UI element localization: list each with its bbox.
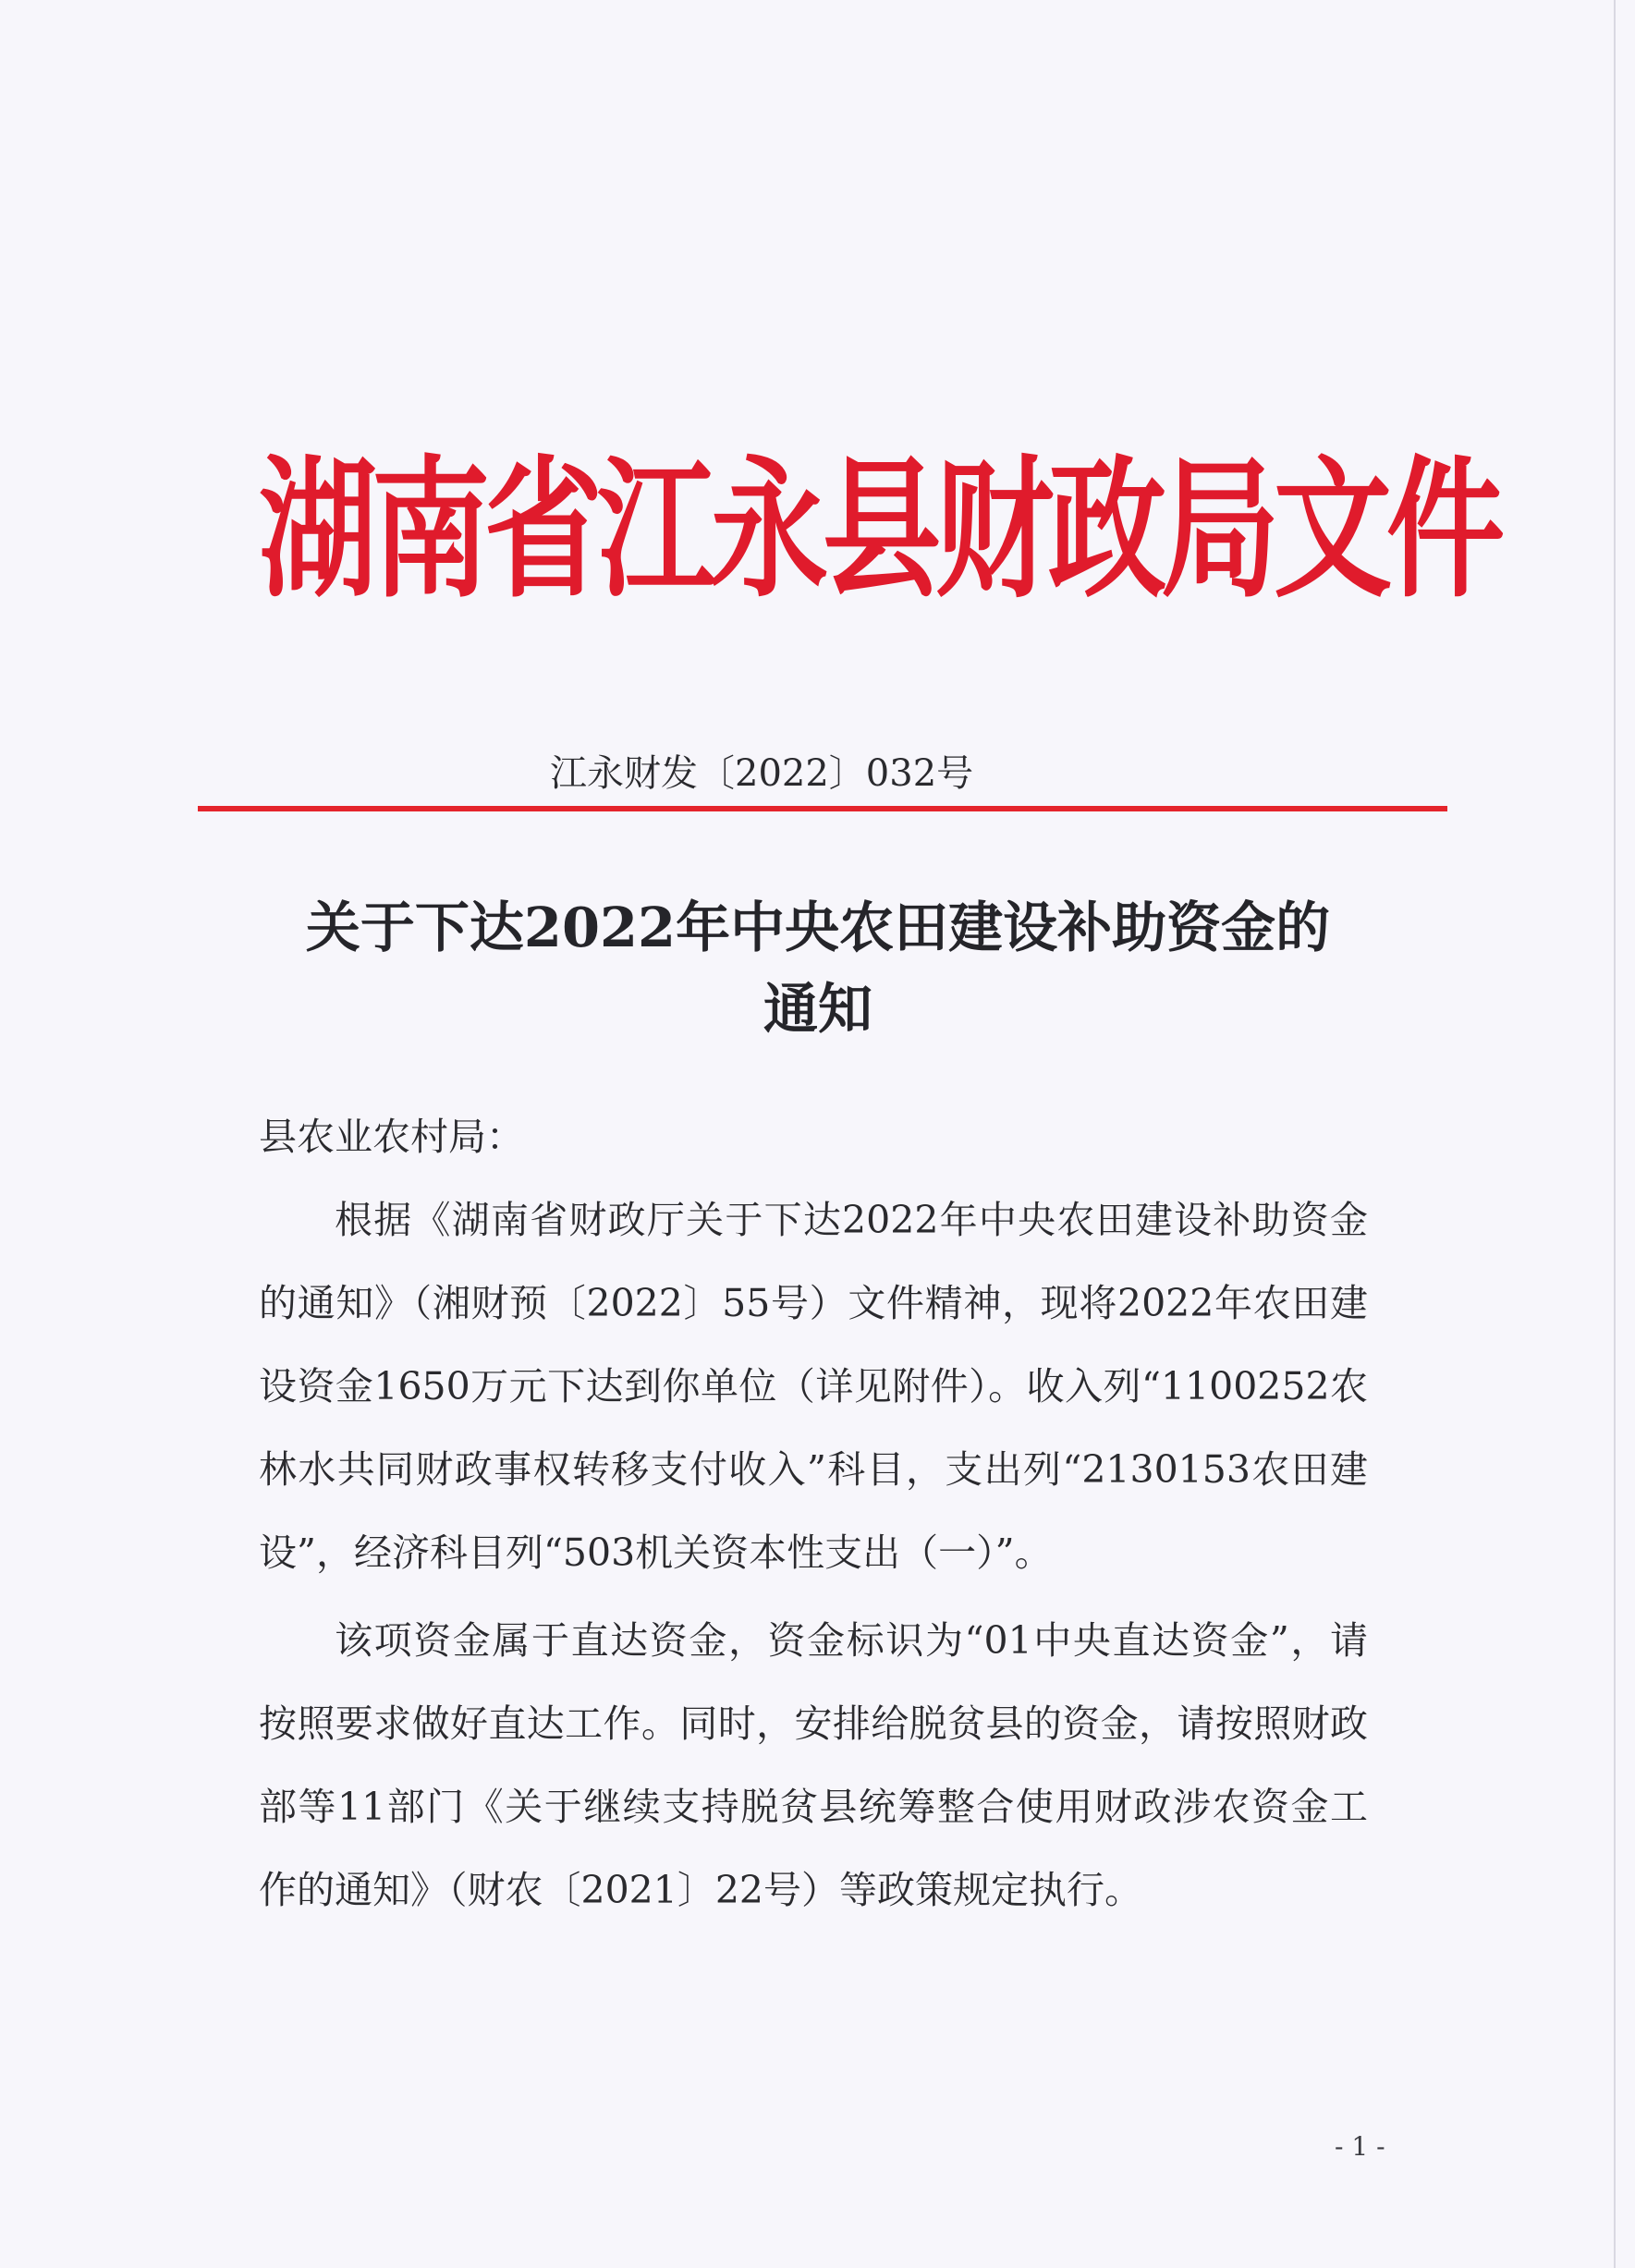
- document-title-line-2: 通知: [763, 977, 872, 1041]
- body-paragraph-1: 根据《湖南省财政厅关于下达2022年中央农田建设补助资金的通知》（湘财预〔2022〕55号）文件精神，现将2022年农田建设资金1650万元下达到你单位（详见附件）。收入列“1100252农林水共同财政事权转移支付收入”科目，支出列“2130153农田建设”，经济科目列“503机关资本性支出（一）”。: [259, 1198, 1368, 1575]
- document-number: 江永财发〔2022〕032号: [550, 752, 974, 795]
- document-title-line-1: 关于下达2022年中央农田建设补助资金的: [305, 896, 1331, 959]
- document-title: [185, 887, 1451, 1050]
- issuer-masthead: 湖南省江永县财政局文件: [259, 443, 1500, 619]
- page-edge-line: [1614, 0, 1616, 2268]
- red-separator-rule: [198, 806, 1447, 811]
- page-number: - 1 -: [1335, 2131, 1385, 2162]
- body-paragraph-2: 该项资金属于直达资金，资金标识为“01中央直达资金”，请按照要求做好直达工作。同时，安排给脱贫县的资金，请按照财政部等11部门《关于继续支持脱贫县统筹整合使用财政涉农资金工作的通知》（财农〔2021〕22号）等政策规定执行。: [259, 1618, 1368, 1912]
- salutation: 县农业农村局：: [259, 1115, 524, 1159]
